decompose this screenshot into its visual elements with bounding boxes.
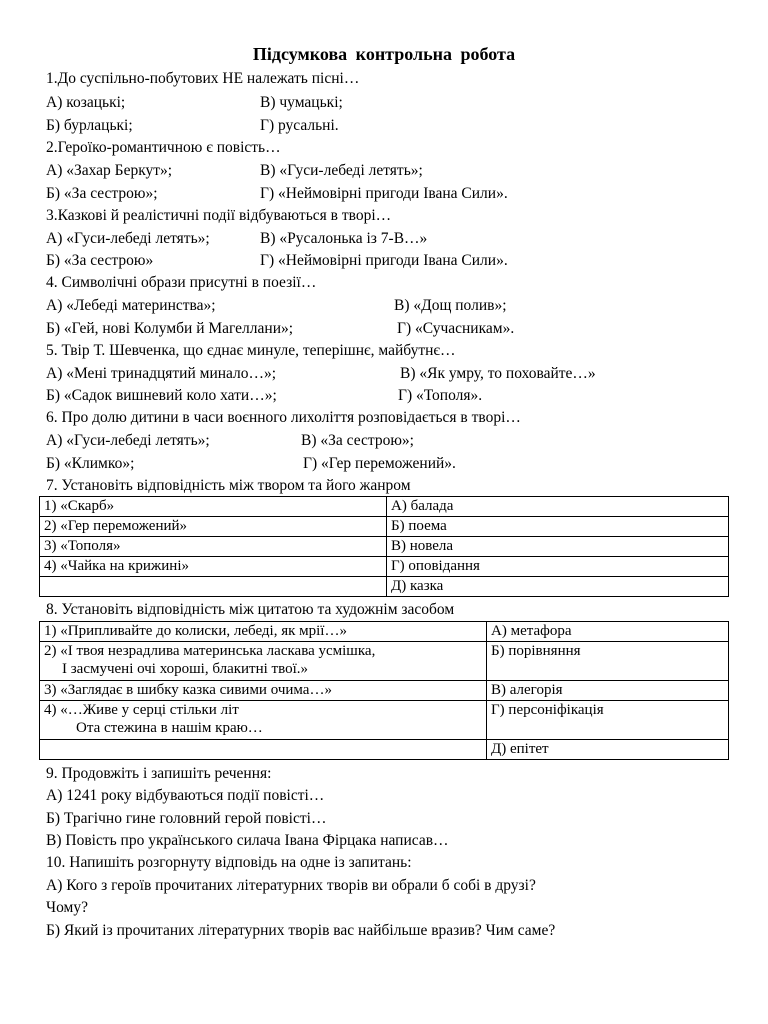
q10-item-b: Б) Який із прочитаних літературних творів вас найбільше вразив? Чим саме? [46, 922, 556, 939]
genre-cell: Б) поема [387, 517, 729, 537]
quote-line: 4) «…Живе у серці стільки літ [44, 702, 239, 718]
page-title: Підсумкова контрольна робота [252, 44, 516, 64]
q2-option-v: В) «Гуси-лебеді летять»; [260, 162, 423, 179]
table-row [40, 557, 729, 577]
genre-cell: Г) оповідання [387, 557, 729, 577]
quote-cell [40, 642, 487, 681]
genre-cell: В) новела [387, 537, 729, 557]
q4-option-v: В) «Дощ полив»; [394, 297, 507, 314]
q10-item-a-cont: Чому? [46, 899, 88, 916]
q5-option-a: А) «Мені тринадцятий минало…»; [46, 365, 277, 382]
q2-option-b: Б) «За сестрою»; [46, 185, 158, 202]
genre-cell: Д) казка [387, 577, 729, 597]
question-7: 7. Установіть відповідність між твором та його жанром [46, 477, 411, 494]
table-row [40, 740, 729, 760]
table-row [40, 681, 729, 701]
work-cell: 2) «Гер переможений» [40, 517, 387, 537]
q9-item-a: А) 1241 року відбуваються події повісті… [46, 787, 325, 804]
question-3: 3.Казкові й реалістичні події відбуваються в творі… [46, 207, 392, 224]
q3-option-a: А) «Гуси-лебеді летять»; [46, 230, 210, 247]
q1-option-g: Г) русальні. [260, 117, 339, 134]
quote-cell: 1) «Припливайте до колиски, лебеді, як мрії…» [40, 622, 487, 642]
device-cell: А) метафора [487, 622, 729, 642]
quote-cell: 3) «Заглядає в шибку казка сивими очима…» [40, 681, 487, 701]
q3-option-g: Г) «Неймовірні пригоди Івана Сили». [260, 252, 508, 269]
q9-item-b: Б) Трагічно гине головний герой повісті… [46, 810, 327, 827]
q5-option-b: Б) «Садок вишневий коло хати…»; [46, 387, 277, 404]
table-row [40, 622, 729, 642]
quote-line: І засмучені очі хороші, блакитні твої.» [62, 661, 309, 677]
table-row [40, 642, 729, 681]
work-cell: 1) «Скарб» [40, 497, 387, 517]
q6-option-v: В) «За сестрою»; [301, 432, 414, 449]
q4-option-g: Г) «Сучасникам». [397, 320, 515, 337]
q6-option-g: Г) «Гер переможений». [303, 455, 456, 472]
work-cell: 4) «Чайка на крижині» [40, 557, 387, 577]
matching-table-genres [39, 496, 729, 597]
quote-line: 2) «І твоя незрадлива материнська ласкава усмішка, [44, 643, 376, 659]
table-row [40, 517, 729, 537]
q2-option-a: А) «Захар Беркут»; [46, 162, 173, 179]
question-9: 9. Продовжіть і запишіть речення: [46, 765, 272, 782]
table-row [40, 577, 729, 597]
question-6: 6. Про долю дитини в часи воєнного лихоліття розповідається в творі… [46, 409, 521, 426]
q10-item-a: А) Кого з героїв прочитаних літературних творів ви обрали б собі в друзі? [46, 877, 536, 894]
q9-item-v: В) Повість про українського силача Івана Фірцака написав… [46, 832, 449, 849]
question-2: 2.Героїко-романтичною є повість… [46, 139, 281, 156]
q5-option-g: Г) «Тополя». [398, 387, 483, 404]
q6-option-b: Б) «Климко»; [46, 455, 135, 472]
device-cell: В) алегорія [487, 681, 729, 701]
matching-table-devices [39, 621, 729, 760]
work-cell [40, 577, 387, 597]
q3-option-v: В) «Русалонька із 7-В…» [260, 230, 428, 247]
question-4: 4. Символічні образи присутні в поезії… [46, 274, 317, 291]
question-8: 8. Установіть відповідність між цитатою та художнім засобом [46, 601, 455, 618]
q1-option-v: В) чумацькі; [260, 94, 343, 111]
q2-option-g: Г) «Неймовірні пригоди Івана Сили». [260, 185, 508, 202]
q3-option-b: Б) «За сестрою» [46, 252, 154, 269]
quote-cell [40, 701, 487, 740]
table-row [40, 537, 729, 557]
genre-cell: А) балада [387, 497, 729, 517]
device-cell: Д) епітет [487, 740, 729, 760]
quote-line: Ота стежина в нашім краю… [76, 720, 263, 736]
device-cell: Г) персоніфікація [487, 701, 729, 740]
work-cell: 3) «Тополя» [40, 537, 387, 557]
q5-option-v: В) «Як умру, то поховайте…» [400, 365, 596, 382]
q1-option-a: А) козацькі; [46, 94, 126, 111]
question-10: 10. Напишіть розгорнуту відповідь на одне із запитань: [46, 854, 412, 871]
q4-option-b: Б) «Гей, нові Колумби й Магеллани»; [46, 320, 294, 337]
question-1: 1.До суспільно-побутових НЕ належать пісні… [46, 70, 360, 87]
table-row [40, 701, 729, 740]
quote-cell [40, 740, 487, 760]
q6-option-a: А) «Гуси-лебеді летять»; [46, 432, 210, 449]
device-cell: Б) порівняння [487, 642, 729, 681]
q4-option-a: А) «Лебеді материнства»; [46, 297, 216, 314]
q1-option-b: Б) бурлацькі; [46, 117, 133, 134]
question-5: 5. Твір Т. Шевченка, що єднає минуле, теперішнє, майбутнє… [46, 342, 456, 359]
table-row [40, 497, 729, 517]
